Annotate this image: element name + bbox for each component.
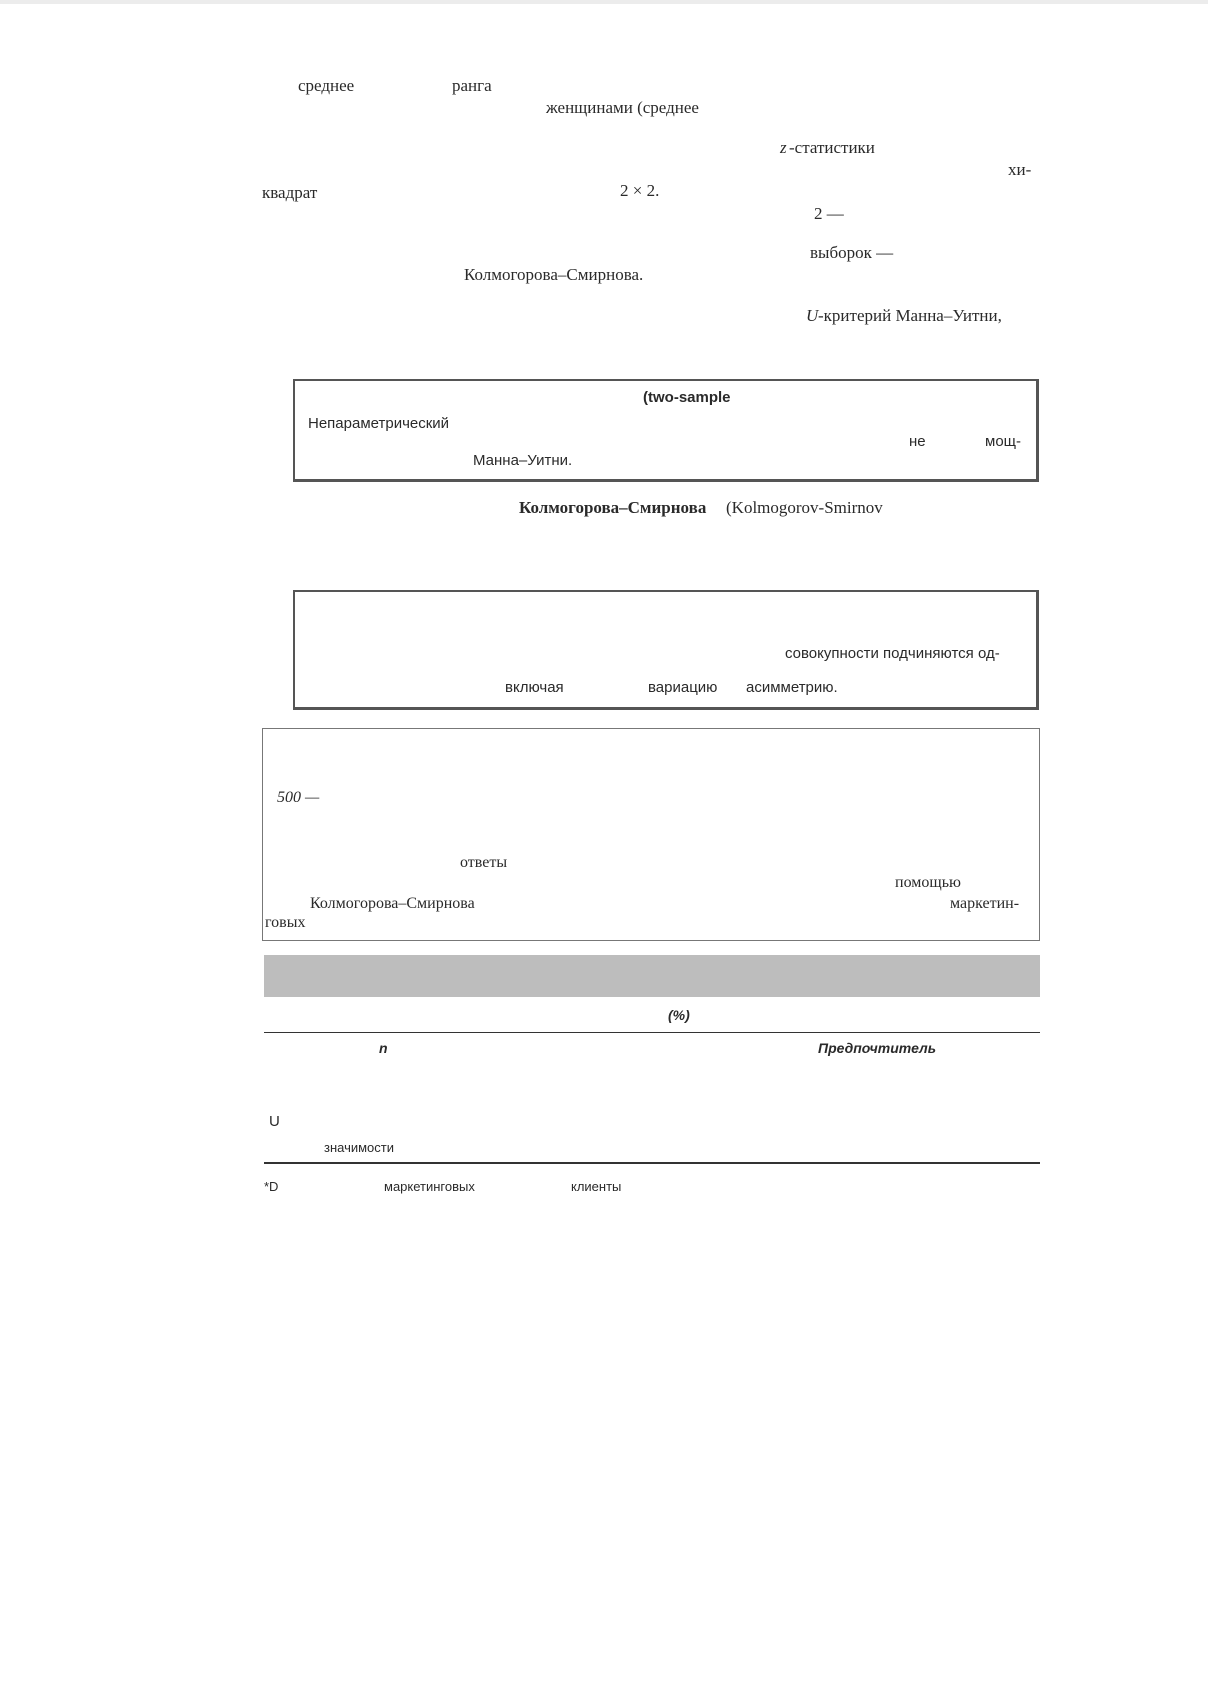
word-govykh: говых (265, 914, 306, 931)
row-u: U (269, 1113, 280, 1130)
definition-box-ks (293, 590, 1039, 710)
word-ne: не (909, 433, 926, 450)
table-bottom-rule (264, 1162, 1040, 1164)
percent-label: (%) (668, 1007, 690, 1023)
definition-box-nonparametric (293, 379, 1039, 482)
ks-heading: Колмогорова–Смирнова (519, 498, 707, 517)
page-edge-top (0, 0, 1208, 4)
footnote-d: *D (264, 1179, 279, 1194)
number-2: 2 — (814, 204, 844, 223)
word-vyborok: выборок — (810, 243, 894, 262)
column-preference: Предпочтитель (818, 1040, 937, 1056)
word-zhenshchinami: женщинами (среднее (546, 98, 699, 117)
ks-example-text: Колмогорова–Смирнова (310, 895, 475, 912)
word-ranga: ранга (452, 76, 492, 95)
table-2x2: 2 × 2. (620, 181, 660, 200)
word-otvety: ответы (460, 854, 508, 871)
row-significance: значимости (324, 1140, 395, 1155)
table-title-band (264, 955, 1040, 997)
example-box (262, 728, 1040, 941)
word-kvadrat: квадрат (262, 183, 318, 202)
word-statistiki: -статистики (789, 138, 875, 157)
mann-whitney-box-text: Манна–Уитни. (473, 452, 573, 469)
word-pomoshchyu: помощью (895, 874, 961, 891)
box2-line1: совокупности подчиняются од- (785, 645, 1000, 662)
word-khi: хи- (1008, 160, 1032, 179)
word-moshch: мощ- (985, 433, 1021, 450)
word-vklyuchaya: включая (505, 679, 564, 696)
nonparametric-label: Непараметрический (308, 415, 450, 432)
mann-whitney-text: -критерий Манна–Уитни, (818, 306, 1002, 325)
number-500: 500 — (277, 789, 320, 806)
z-symbol: z (780, 138, 787, 157)
word-variatsiyu: вариацию (648, 679, 718, 696)
footnote-marketing: маркетинговых (384, 1179, 475, 1194)
footnote-clients: клиенты (571, 1179, 622, 1194)
column-n: n (379, 1040, 388, 1056)
kolmogorov-smirnov-text: Колмогорова–Смирнова. (464, 265, 644, 284)
two-sample-term: (two-sample (643, 389, 731, 406)
word-asimmetriyu: асимметрию. (746, 679, 838, 696)
table-top-rule (264, 1032, 1040, 1033)
word-srednee: среднее (298, 76, 355, 95)
u-symbol: U (806, 306, 819, 325)
word-marketin: маркетин- (950, 895, 1020, 912)
ks-heading-english: (Kolmogorov-Smirnov (726, 498, 883, 517)
